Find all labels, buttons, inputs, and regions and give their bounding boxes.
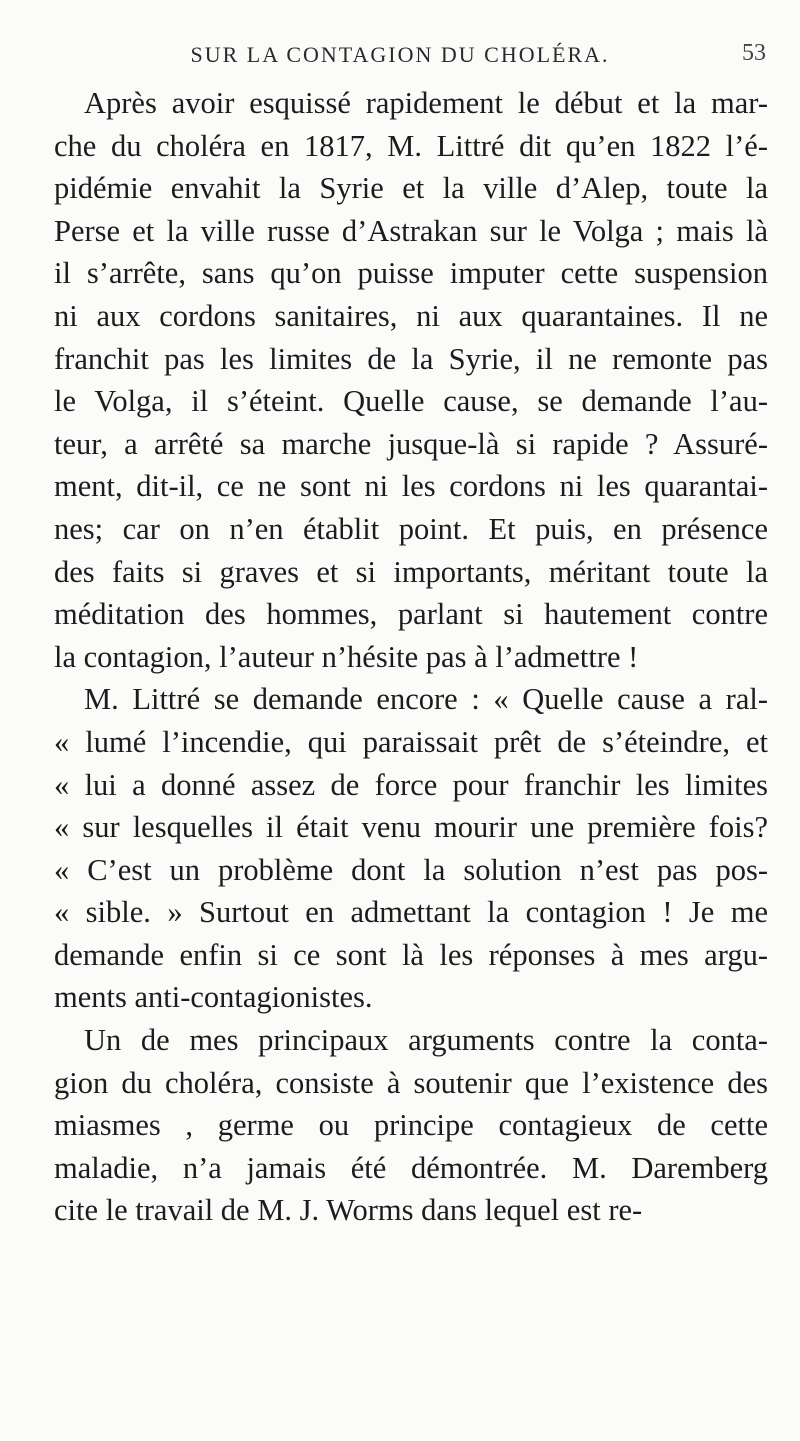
running-title: SUR LA CONTAGION DU CHOLÉRA. xyxy=(190,42,610,67)
text-line: pidémie envahit la Syrie et la ville d’Alep, toute la xyxy=(54,171,768,206)
text-line: « sible. » Surtout en admettant la contagion ! Je me xyxy=(54,895,768,930)
text-line: Après avoir esquissé rapidement le début et la mar- xyxy=(84,86,768,120)
text-line: ni aux cordons sanitaires, ni aux quarantaines. Il ne xyxy=(54,298,768,333)
text-line: des faits si graves et si importants, méritant toute la xyxy=(54,554,768,589)
text-line: teur, a arrêté sa marche jusque-là si rapide ? Assuré- xyxy=(54,426,768,461)
paragraph-2 xyxy=(54,678,768,1019)
text-line: il s’arrête, sans qu’on puisse imputer cette suspension xyxy=(54,256,768,291)
body-text xyxy=(54,82,768,1232)
text-line: cite le travail de M. J. Worms dans lequel est re- xyxy=(54,1193,643,1228)
text-line: ments anti-contagionistes. xyxy=(54,980,373,1015)
text-line: che du choléra en 1817, M. Littré dit qu’en 1822 l’é- xyxy=(54,128,768,163)
text-line: ment, dit-il, ce ne sont ni les cordons ni les quarantai- xyxy=(54,469,768,504)
text-line: « lui a donné assez de force pour franchir les limites xyxy=(54,767,768,802)
text-line: méditation des hommes, parlant si hautement contre xyxy=(54,597,768,632)
text-line: « C’est un problème dont la solution n’est pas pos- xyxy=(54,852,768,887)
text-line: M. Littré se demande encore : « Quelle cause a ral- xyxy=(84,682,768,717)
text-line: miasmes , germe ou principe contagieux de cette xyxy=(54,1108,768,1143)
text-line: gion du choléra, consiste à soutenir que l’existence des xyxy=(54,1065,768,1100)
text-line: la contagion, l’auteur n’hésite pas à l’admettre ! xyxy=(54,639,639,674)
paragraph-1 xyxy=(54,82,768,678)
text-line: maladie, n’a jamais été démontrée. M. Daremberg xyxy=(54,1150,768,1185)
page-number: 53 xyxy=(742,40,766,66)
text-line: demande enfin si ce sont là les réponses à mes argu- xyxy=(54,937,768,972)
text-line: franchit pas les limites de la Syrie, il ne remonte pas xyxy=(54,341,768,376)
text-line: le Volga, il s’éteint. Quelle cause, se demande l’au- xyxy=(54,384,768,419)
text-line: nes; car on n’en établit point. Et puis, en présence xyxy=(54,511,768,546)
text-line: Un de mes principaux arguments contre la conta- xyxy=(84,1023,768,1058)
text-line: Perse et la ville russe d’Astrakan sur le Volga ; mais là xyxy=(54,213,768,248)
text-line: « sur lesquelles il était venu mourir une première fois? xyxy=(54,810,768,845)
paragraph-3 xyxy=(54,1019,768,1232)
text-line: « lumé l’incendie, qui paraissait prêt de s’éteindre, et xyxy=(54,724,768,759)
